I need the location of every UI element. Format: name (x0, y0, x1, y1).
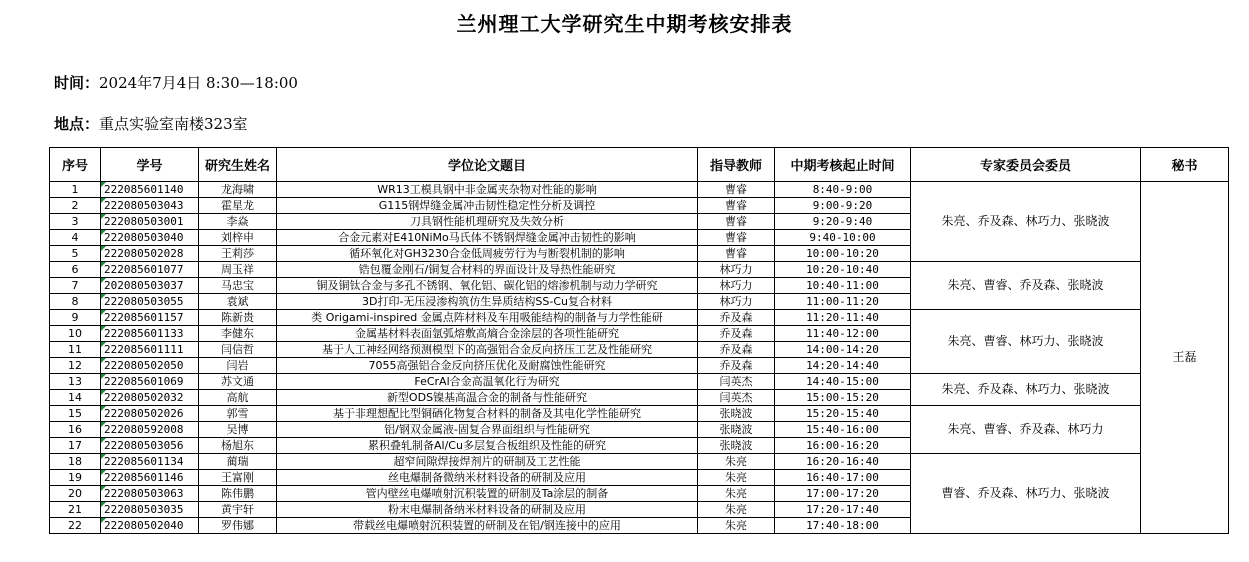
thesis-title: 铜及铜钛合金与多孔不锈钢、氧化铝、碳化铝的熔渗机制与动力学研究 (277, 278, 698, 294)
exam-time: 17:20-17:40 (775, 502, 911, 518)
thesis-title: 铝/钢双金属液-固复合界面组织与性能研究 (277, 422, 698, 438)
advisor-name: 张晓波 (698, 422, 775, 438)
exam-time: 17:00-17:20 (775, 486, 911, 502)
student-id (101, 342, 199, 358)
thesis-title: 合金元素对E410NiMo马氏体不锈钢焊缝金属冲击韧性的影响 (277, 230, 698, 246)
row-number: 10 (50, 326, 101, 342)
exam-time: 8:40-9:00 (775, 182, 911, 198)
thesis-title: 基于非理想配比型铜硒化物复合材料的制备及其电化学性能研究 (277, 406, 698, 422)
cell-marker-icon (101, 278, 106, 283)
student-name: 李健东 (199, 326, 277, 342)
student-id (101, 246, 199, 262)
schedule-body (50, 182, 1229, 534)
student-id (101, 518, 199, 534)
student-id (101, 502, 199, 518)
header-thesis-title: 学位论文题目 (277, 148, 698, 182)
student-id-text: 222080503043 (104, 199, 184, 212)
student-id-text: 222080592008 (104, 423, 184, 436)
thesis-title: 循环氧化对GH3230合金低周疲劳行为与断裂机制的影响 (277, 246, 698, 262)
row-number: 20 (50, 486, 101, 502)
exam-time: 16:00-16:20 (775, 438, 911, 454)
student-id-text: 222080503056 (104, 439, 184, 452)
table-row (50, 310, 1229, 326)
row-number: 18 (50, 454, 101, 470)
exam-time: 11:40-12:00 (775, 326, 911, 342)
student-name: 高航 (199, 390, 277, 406)
header-student-name: 研究生姓名 (199, 148, 277, 182)
cell-marker-icon (101, 326, 106, 331)
table-row (50, 454, 1229, 470)
exam-time: 10:00-10:20 (775, 246, 911, 262)
advisor-name: 林巧力 (698, 278, 775, 294)
cell-marker-icon (101, 374, 106, 379)
student-id-text: 222085601146 (104, 471, 184, 484)
place-value: 重点实验室南楼323室 (99, 115, 248, 133)
thesis-title: 带载丝电爆喷射沉积装置的研制及在铝/钢连接中的应用 (277, 518, 698, 534)
student-id-text: 222085601069 (104, 375, 184, 388)
row-number: 1 (50, 182, 101, 198)
thesis-title: 类 Origami-inspired 金属点阵材料及车用吸能结构的制备与力学性能研 (277, 310, 698, 326)
header-advisor: 指导教师 (698, 148, 775, 182)
student-name: 王莉莎 (199, 246, 277, 262)
student-name: 黄宇轩 (199, 502, 277, 518)
advisor-name: 乔及森 (698, 342, 775, 358)
thesis-title: 新型ODS镍基高温合金的制备与性能研究 (277, 390, 698, 406)
student-id (101, 262, 199, 278)
student-id-text: 222085601133 (104, 327, 184, 340)
thesis-title: 基于人工神经网络预测模型下的高强铝合金反向挤压工艺及性能研究 (277, 342, 698, 358)
student-id-text: 222085601134 (104, 455, 184, 468)
student-id-text: 222080502032 (104, 391, 184, 404)
cell-marker-icon (101, 198, 106, 203)
advisor-name: 朱亮 (698, 454, 775, 470)
thesis-title: FeCrAl合金高温氧化行为研究 (277, 374, 698, 390)
exam-time: 16:20-16:40 (775, 454, 911, 470)
student-id (101, 422, 199, 438)
row-number: 3 (50, 214, 101, 230)
advisor-name: 朱亮 (698, 502, 775, 518)
student-id (101, 406, 199, 422)
table-row (50, 262, 1229, 278)
exam-time: 11:20-11:40 (775, 310, 911, 326)
student-id-text: 222080502026 (104, 407, 184, 420)
advisor-name: 曹睿 (698, 246, 775, 262)
student-name: 王富刚 (199, 470, 277, 486)
student-id-text: 222080502028 (104, 247, 184, 260)
time-value: 2024年7月4日 8:30—18:00 (99, 74, 298, 92)
place-label: 地点： (54, 115, 100, 133)
row-number: 17 (50, 438, 101, 454)
student-name: 罗伟娜 (199, 518, 277, 534)
secretary-name: 王磊 (1141, 182, 1229, 534)
committee-members: 朱亮、乔及森、林巧力、张晓波 (911, 374, 1141, 406)
table-row (50, 374, 1229, 390)
student-id-text: 222080503063 (104, 487, 184, 500)
student-name: 吴博 (199, 422, 277, 438)
row-number: 9 (50, 310, 101, 326)
cell-marker-icon (101, 454, 106, 459)
place-line (54, 113, 248, 134)
cell-marker-icon (101, 310, 106, 315)
exam-time: 9:20-9:40 (775, 214, 911, 230)
student-name: 蔺瑞 (199, 454, 277, 470)
table-row (50, 406, 1229, 422)
cell-marker-icon (101, 246, 106, 251)
advisor-name: 闫英杰 (698, 390, 775, 406)
cell-marker-icon (101, 486, 106, 491)
student-id-text: 222085601140 (104, 183, 184, 196)
committee-members: 朱亮、曹睿、乔及森、林巧力 (911, 406, 1141, 454)
student-id (101, 358, 199, 374)
advisor-name: 林巧力 (698, 294, 775, 310)
student-name: 袁斌 (199, 294, 277, 310)
thesis-title: 粉末电爆制备纳米材料设备的研制及应用 (277, 502, 698, 518)
exam-time: 15:00-15:20 (775, 390, 911, 406)
student-id-text: 222080503001 (104, 215, 184, 228)
student-id (101, 198, 199, 214)
committee-members: 朱亮、曹睿、乔及森、张晓波 (911, 262, 1141, 310)
advisor-name: 曹睿 (698, 214, 775, 230)
student-name: 霍星龙 (199, 198, 277, 214)
cell-marker-icon (101, 342, 106, 347)
row-number: 5 (50, 246, 101, 262)
row-number: 14 (50, 390, 101, 406)
student-name: 郭雪 (199, 406, 277, 422)
header-time: 中期考核起止时间 (775, 148, 911, 182)
student-name: 马忠宝 (199, 278, 277, 294)
cell-marker-icon (101, 214, 106, 219)
student-id (101, 182, 199, 198)
student-id-text: 222080502040 (104, 519, 184, 532)
header-no: 序号 (50, 148, 101, 182)
student-id-text: 202080503037 (104, 279, 184, 292)
cell-marker-icon (101, 422, 106, 427)
row-number: 8 (50, 294, 101, 310)
student-name: 陈新贵 (199, 310, 277, 326)
exam-time: 10:20-10:40 (775, 262, 911, 278)
student-name: 李焱 (199, 214, 277, 230)
exam-time: 9:40-10:00 (775, 230, 911, 246)
committee-members: 朱亮、曹睿、林巧力、张晓波 (911, 310, 1141, 374)
page-title: 兰州理工大学研究生中期考核安排表 (456, 12, 793, 36)
advisor-name: 乔及森 (698, 310, 775, 326)
student-id (101, 294, 199, 310)
thesis-title: 刀具钢性能机理研究及失效分析 (277, 214, 698, 230)
student-name: 周玉祥 (199, 262, 277, 278)
student-id-text: 222085601077 (104, 263, 184, 276)
advisor-name: 朱亮 (698, 486, 775, 502)
time-label: 时间： (54, 74, 100, 92)
row-number: 15 (50, 406, 101, 422)
student-id-text: 222080503040 (104, 231, 184, 244)
exam-time: 15:40-16:00 (775, 422, 911, 438)
header-row (50, 148, 1229, 182)
thesis-title: 超窄间隙焊接焊剂片的研制及工艺性能 (277, 454, 698, 470)
student-id (101, 374, 199, 390)
thesis-title: 锆包覆金刚石/铜复合材料的界面设计及导热性能研究 (277, 262, 698, 278)
row-number: 2 (50, 198, 101, 214)
header-committee: 专家委员会委员 (911, 148, 1141, 182)
cell-marker-icon (101, 406, 106, 411)
header-secretary: 秘书 (1141, 148, 1229, 182)
advisor-name: 林巧力 (698, 262, 775, 278)
committee-members: 曹睿、乔及森、林巧力、张晓波 (911, 454, 1141, 534)
student-id (101, 454, 199, 470)
advisor-name: 朱亮 (698, 518, 775, 534)
cell-marker-icon (101, 390, 106, 395)
student-id-text: 222085601111 (104, 343, 184, 356)
student-id-text: 222080503055 (104, 295, 184, 308)
cell-marker-icon (101, 182, 106, 187)
cell-marker-icon (101, 294, 106, 299)
student-id (101, 326, 199, 342)
exam-time: 11:00-11:20 (775, 294, 911, 310)
student-id (101, 214, 199, 230)
student-id (101, 230, 199, 246)
advisor-name: 乔及森 (698, 326, 775, 342)
student-name: 闫岩 (199, 358, 277, 374)
student-id (101, 438, 199, 454)
advisor-name: 朱亮 (698, 470, 775, 486)
exam-time: 14:00-14:20 (775, 342, 911, 358)
student-name: 龙海啸 (199, 182, 277, 198)
thesis-title: G115钢焊缝金属冲击韧性稳定性分析及调控 (277, 198, 698, 214)
advisor-name: 张晓波 (698, 438, 775, 454)
thesis-title: 丝电爆制备微纳米材料设备的研制及应用 (277, 470, 698, 486)
student-id (101, 470, 199, 486)
exam-time: 17:40-18:00 (775, 518, 911, 534)
thesis-title: 管内壁丝电爆喷射沉积装置的研制及Ta涂层的制备 (277, 486, 698, 502)
exam-time: 15:20-15:40 (775, 406, 911, 422)
schedule-table (49, 147, 1229, 534)
thesis-title: 金属基材料表面氩弧熔敷高熵合金涂层的各项性能研究 (277, 326, 698, 342)
exam-time: 16:40-17:00 (775, 470, 911, 486)
row-number: 13 (50, 374, 101, 390)
student-name: 刘梓申 (199, 230, 277, 246)
student-id (101, 278, 199, 294)
student-name: 闫信哲 (199, 342, 277, 358)
thesis-title: 3D打印-无压浸渗构筑仿生异质结构SS-Cu复合材料 (277, 294, 698, 310)
committee-members: 朱亮、乔及森、林巧力、张晓波 (911, 182, 1141, 262)
cell-marker-icon (101, 518, 106, 523)
cell-marker-icon (101, 262, 106, 267)
row-number: 11 (50, 342, 101, 358)
exam-time: 14:20-14:40 (775, 358, 911, 374)
cell-marker-icon (101, 470, 106, 475)
advisor-name: 张晓波 (698, 406, 775, 422)
exam-time: 9:00-9:20 (775, 198, 911, 214)
student-id (101, 390, 199, 406)
time-line (54, 72, 298, 93)
cell-marker-icon (101, 502, 106, 507)
cell-marker-icon (101, 358, 106, 363)
row-number: 12 (50, 358, 101, 374)
exam-time: 10:40-11:00 (775, 278, 911, 294)
row-number: 7 (50, 278, 101, 294)
thesis-title: 7055高强铝合金反向挤压优化及耐腐蚀性能研究 (277, 358, 698, 374)
row-number: 21 (50, 502, 101, 518)
cell-marker-icon (101, 438, 106, 443)
row-number: 4 (50, 230, 101, 246)
student-name: 陈伟鹏 (199, 486, 277, 502)
thesis-title: WR13工模具钢中非金属夹杂物对性能的影响 (277, 182, 698, 198)
advisor-name: 曹睿 (698, 182, 775, 198)
student-id-text: 222085601157 (104, 311, 184, 324)
row-number: 16 (50, 422, 101, 438)
student-id-text: 222080503035 (104, 503, 184, 516)
exam-time: 14:40-15:00 (775, 374, 911, 390)
advisor-name: 曹睿 (698, 230, 775, 246)
row-number: 19 (50, 470, 101, 486)
row-number: 22 (50, 518, 101, 534)
student-id-text: 222080502050 (104, 359, 184, 372)
advisor-name: 曹睿 (698, 198, 775, 214)
table-row (50, 182, 1229, 198)
student-name: 杨旭东 (199, 438, 277, 454)
advisor-name: 闫英杰 (698, 374, 775, 390)
header-student-id: 学号 (101, 148, 199, 182)
thesis-title: 累积叠轧制备Al/Cu多层复合板组织及性能的研究 (277, 438, 698, 454)
row-number: 6 (50, 262, 101, 278)
cell-marker-icon (101, 230, 106, 235)
student-id (101, 310, 199, 326)
student-id (101, 486, 199, 502)
student-name: 苏文通 (199, 374, 277, 390)
advisor-name: 乔及森 (698, 358, 775, 374)
